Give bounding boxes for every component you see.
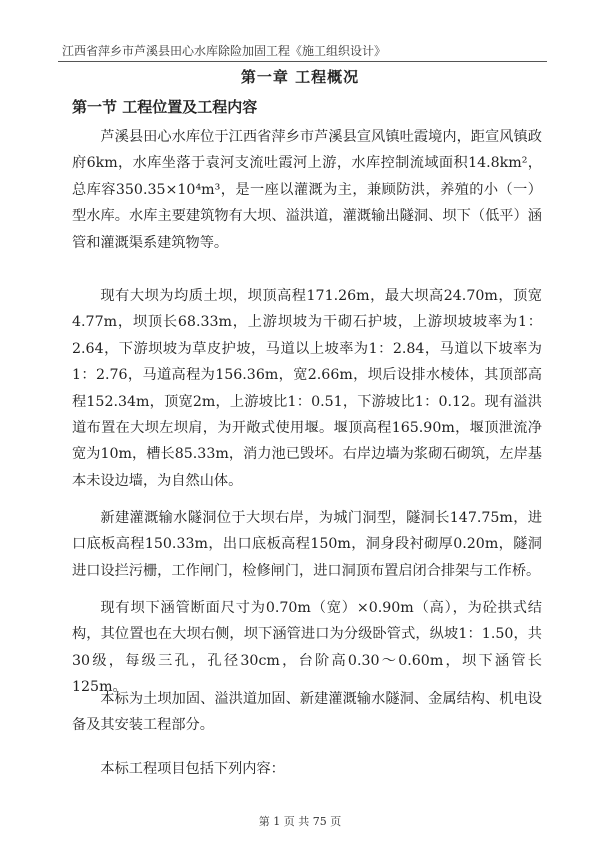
paragraph-text: 现有坝下涵管断面尺寸为0.70m（宽）×0.90m（高），为砼拱式结构，其位置也在大坝右侧，坝下涵管进口为分级卧管式，纵坡1：1.50，共30级，每级三孔，孔径30cm，台阶高0.30～0.60m，坝下涵管长125m。 (72, 600, 542, 696)
paragraph-text: 新建灌溉输水隧洞位于大坝右岸，为城门洞型，隧洞长147.75m，进口底板高程150.33m，出口底板高程150m，洞身段衬砌厚0.20m，隧洞进口设拦污栅，工作闸门，检修闸门，进口洞顶布置启闭合排架与工作桥。 (72, 510, 542, 579)
body-paragraph-4 (72, 595, 542, 701)
paragraph-text: 芦溪县田心水库位于江西省萍乡市芦溪县宣风镇吐霞境内，距宣风镇政府6km，水库坐落于袁河支流吐霞河上游，水库控制流域面积14.8km²，总库容350.35×10⁴m³，是一座以灌溉为主，兼顾防洪，养殖的小（一）型水库。水库主要建筑物有大坝、溢洪道，灌溉输出隧洞、坝下（低平）涵管和灌溉渠系建筑物等。 (72, 129, 542, 251)
body-paragraph-3 (72, 505, 542, 584)
paragraph-text: 现有大坝为均质土坝，坝顶高程171.26m，最大坝高24.70m，顶宽4.77m，坝顶长68.33m，上游坝坡为干砌石护坡，上游坝坡坡率为1：2.64，下游坝坡为草皮护坡，马道以上坡率为1：2.84，马道以下坡率为1：2.76，马道高程为156.36m，宽2.66m，坝后设排水棱体，其顶部高程152.34m，顶宽2m，上游坡比1：0.51，下游坡比1：0.12。现有溢洪道布置在大坝左坝肩，为开敞式使用堰。堰顶高程165.90m，堰顶泄流净宽为10m，槽长85.33m，消力池已毁坏。右岸边墙为浆砌石砌筑，左岸基本未设边墙，为自然山体。 (72, 288, 542, 489)
page-number: 第 1 页 共 75 页 (258, 815, 342, 828)
paragraph-text: 本标为土坝加固、溢洪道加固、新建灌溉输水隧洞、金属结构、机电设备及其安装工程部分。 (72, 691, 542, 734)
body-paragraph-1 (72, 124, 542, 256)
running-header: 江西省萍乡市芦溪县田心水库除险加固工程《施工组织设计》 (62, 44, 387, 58)
body-paragraph-2 (72, 283, 542, 494)
section-title: 第一节 工程位置及工程内容 (72, 98, 258, 116)
body-paragraph-6 (72, 756, 542, 782)
paragraph-text: 本标工程项目包括下列内容： (100, 761, 285, 777)
body-paragraph-5 (72, 686, 542, 739)
chapter-title: 第一章 工程概况 (240, 68, 360, 86)
header-rule (58, 61, 547, 62)
